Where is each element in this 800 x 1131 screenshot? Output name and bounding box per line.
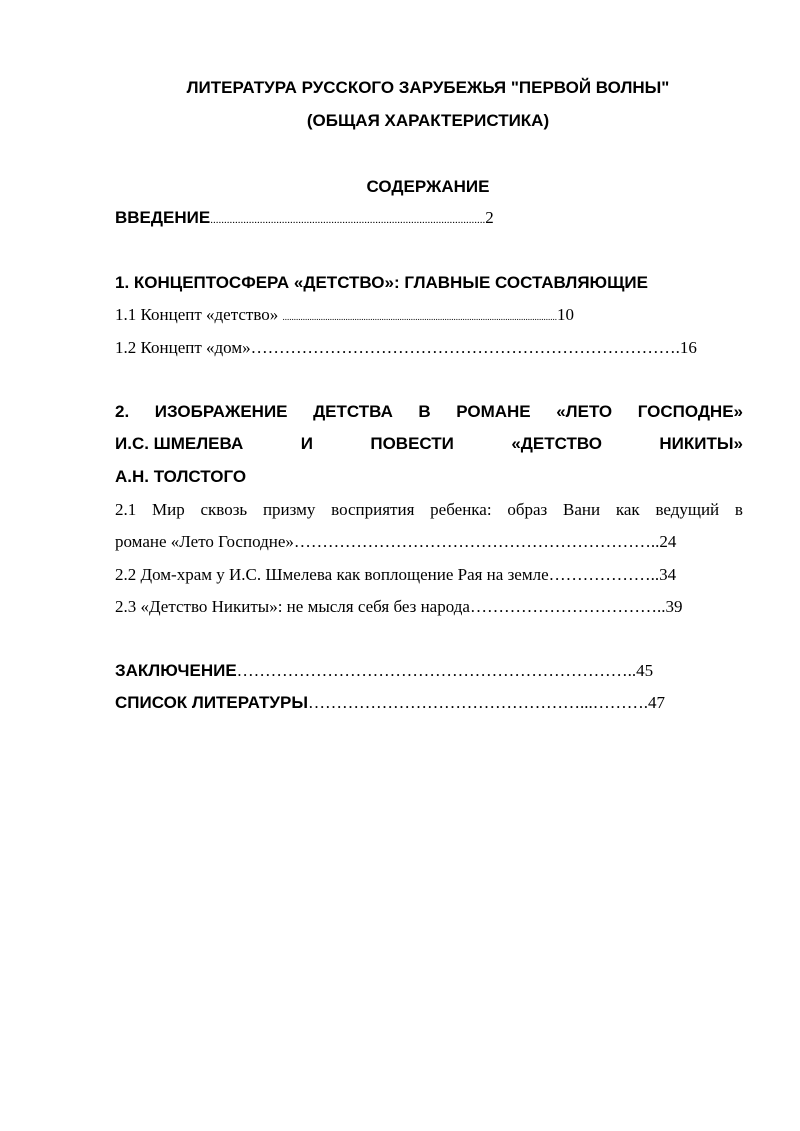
toc-chapter1-heading[interactable]: 1. КОНЦЕПТОСФЕРА «ДЕТСТВО»: ГЛАВНЫЕ СОСТАВЛЯЮЩИЕ [115, 273, 648, 292]
item-word: Вани [563, 500, 601, 519]
toc-bibliography-page: 47 [647, 693, 665, 712]
toc-item-2-1-label: романе «Лето Господне» [115, 532, 294, 551]
toc-item-1-2-label: 1.2 Концепт «дом» [115, 338, 251, 357]
toc-bibliography-label: СПИСОК ЛИТЕРАТУРЫ [115, 693, 308, 712]
heading-word: И.С. ШМЕЛЕВА [115, 434, 244, 453]
item-word: в [734, 500, 743, 519]
toc-item-2-1-page: 24 [659, 532, 677, 551]
toc-conclusion-page: 45 [636, 661, 654, 680]
toc-conclusion-dots: …………………………………………………………….. [236, 661, 637, 680]
heading-word: 2. [115, 402, 130, 421]
toc-bibliography[interactable] [115, 692, 743, 714]
toc-item-1-1-page: 10 [556, 305, 574, 324]
toc-conclusion-label: ЗАКЛЮЧЕНИЕ [115, 661, 237, 680]
toc-item-1-2[interactable] [115, 337, 743, 359]
toc-intro-page: 2 [485, 208, 494, 227]
toc-conclusion[interactable] [115, 660, 743, 682]
toc-item-2-3[interactable] [115, 596, 743, 618]
toc-item-2-2-page: 34 [659, 565, 677, 584]
heading-word: «ДЕТСТВО [511, 434, 602, 453]
toc-intro[interactable] [115, 207, 743, 231]
item-word: ребенка: [430, 500, 492, 519]
toc-bibliography-dots: …………………………………………...………. [307, 693, 648, 712]
heading-word: В [418, 402, 431, 421]
toc-chapter2-heading-line1[interactable] [115, 401, 743, 423]
toc-chapter2-heading-line2[interactable] [115, 433, 743, 455]
item-word: образ [507, 500, 548, 519]
toc-item-1-2-page: 16 [679, 338, 697, 357]
item-word: Мир [152, 500, 185, 519]
item-word: призму [262, 500, 316, 519]
item-word: сквозь [200, 500, 248, 519]
toc-intro-label: ВВЕДЕНИЕ [115, 208, 211, 227]
heading-word: И [300, 434, 313, 453]
item-word: восприятия [331, 500, 415, 519]
heading-word: ИЗОБРАЖЕНИЕ [154, 402, 288, 421]
heading-word: ДЕТСТВА [313, 402, 393, 421]
toc-chapter2-heading-line3[interactable]: А.Н. ТОЛСТОГО [115, 467, 247, 486]
heading-word: «ЛЕТО [556, 402, 613, 421]
contents-heading: СОДЕРЖАНИЕ [366, 177, 490, 196]
heading-word: НИКИТЫ» [659, 434, 743, 453]
document-title-line2: (ОБЩАЯ ХАРАКТЕРИСТИКА) [306, 111, 550, 130]
item-word: ведущий [655, 500, 720, 519]
document-title-line1: ЛИТЕРАТУРА РУССКОГО ЗАРУБЕЖЬЯ "ПЕРВОЙ ВОЛНЫ" [186, 78, 670, 97]
item-word: как [615, 500, 640, 519]
heading-word: РОМАНЕ [456, 402, 531, 421]
toc-item-2-1-line1[interactable] [115, 499, 743, 521]
toc-item-2-3-dots: …………………………….. [469, 597, 666, 616]
toc-item-2-2-dots: ……………….. [548, 565, 660, 584]
toc-item-1-1-dots: .......................................................................................................................... [282, 312, 557, 322]
heading-word: ГОСПОДНЕ» [637, 402, 743, 421]
toc-item-2-2[interactable] [115, 564, 743, 586]
item-word: 2.1 [115, 500, 137, 519]
toc-item-2-2-label: 2.2 Дом-храм у И.С. Шмелева как воплощение Рая на земле [115, 565, 549, 584]
toc-item-2-3-page: 39 [665, 597, 683, 616]
toc-item-1-1-label: 1.1 Концепт «детство» [115, 305, 283, 324]
toc-intro-dots: .................................................................................................... [210, 214, 486, 226]
toc-item-2-1-line2[interactable] [115, 531, 743, 553]
toc-item-2-1-dots: ……………………………………………………….. [293, 532, 660, 551]
toc-item-2-3-label: 2.3 «Детство Никиты»: не мысля себя без народа [115, 597, 470, 616]
heading-word: ПОВЕСТИ [370, 434, 454, 453]
toc-item-1-2-dots: …………………………………………………………………. [250, 338, 680, 357]
toc-item-1-1[interactable] [115, 304, 743, 328]
